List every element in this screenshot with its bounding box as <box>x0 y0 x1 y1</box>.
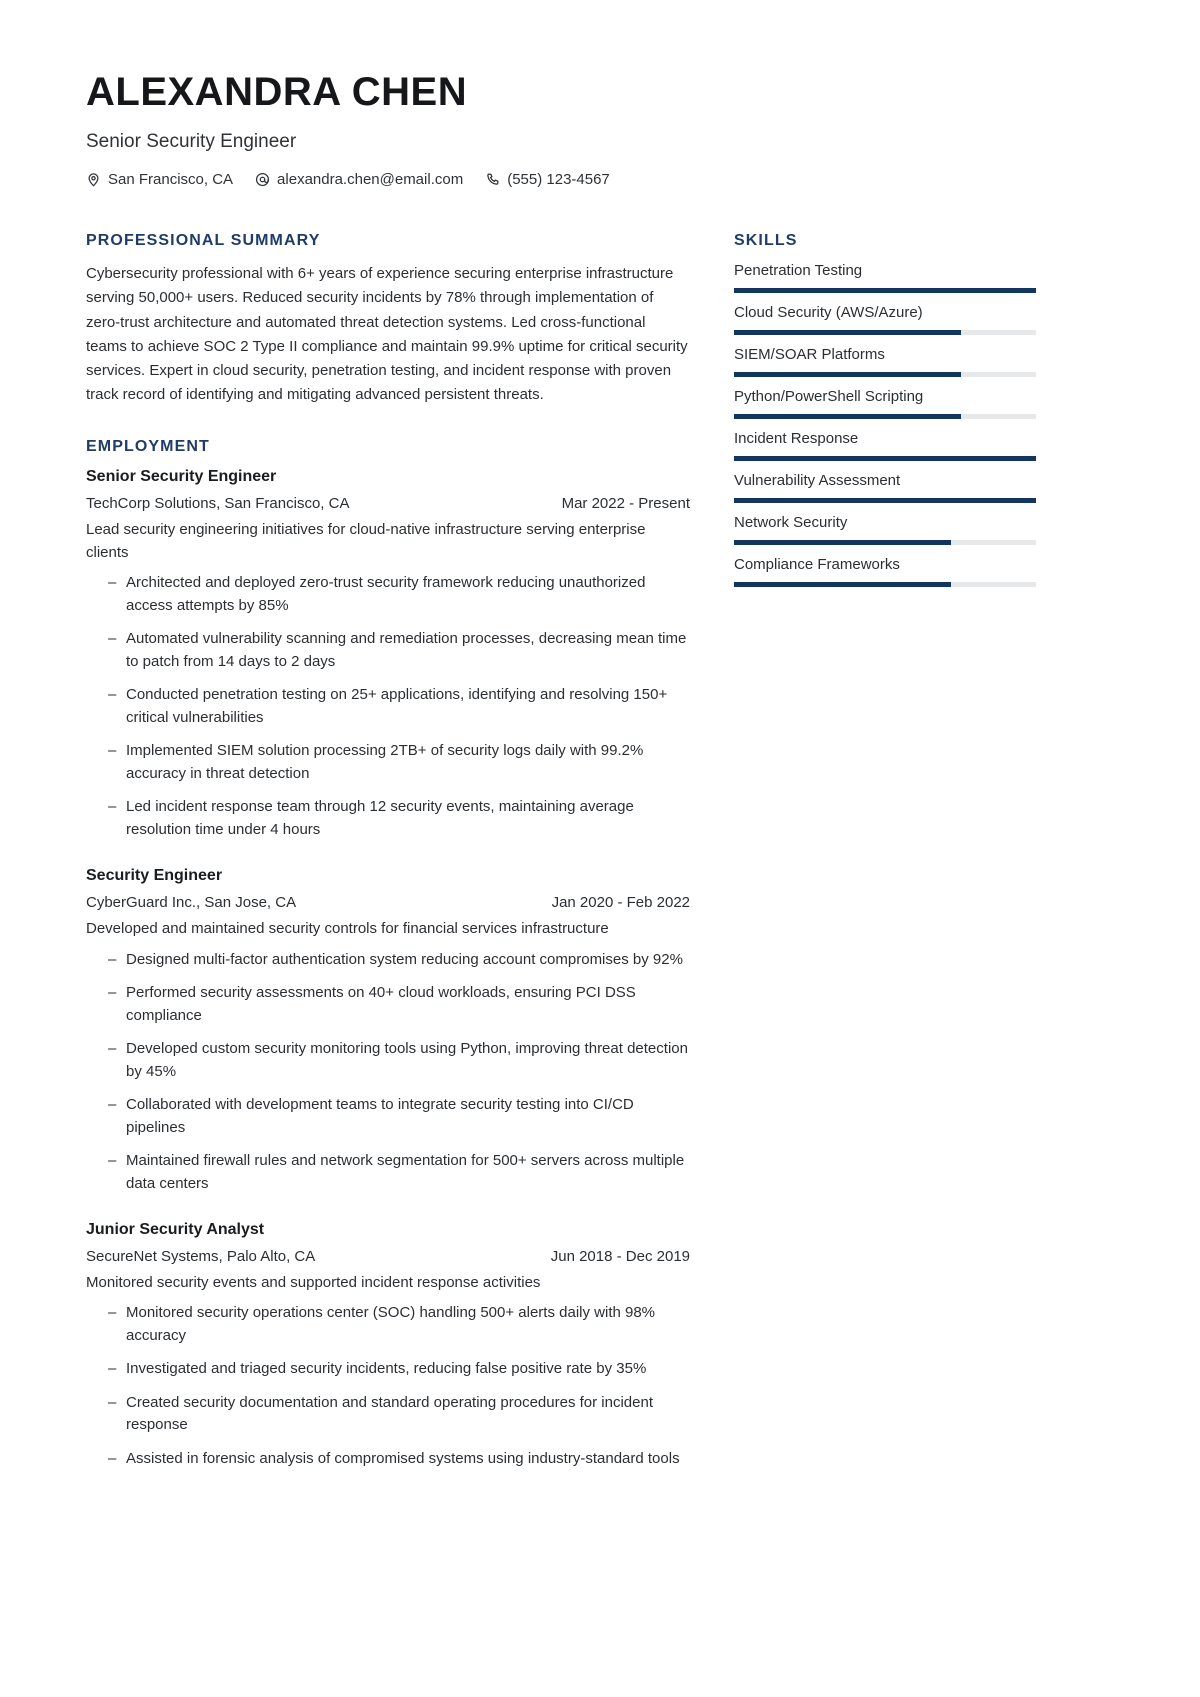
contact-row <box>86 171 1114 188</box>
skill-label: Python/PowerShell Scripting <box>734 388 924 405</box>
job-bullet: – Performed security assessments on 40+ cloud workloads, ensuring PCI DSS compliance <box>108 982 690 1027</box>
employment-entry <box>86 468 690 842</box>
job-bullet: – Implemented SIEM solution processing 2TB+ of security logs daily with 99.2% accuracy in threat detection <box>108 740 690 785</box>
job-description: Monitored security events and supported incident response activities <box>86 1274 541 1292</box>
job-dates: Jan 2020 - Feb 2022 <box>551 894 690 912</box>
job-bullet: – Led incident response team through 12 security events, maintaining average resolution time under 4 hours <box>108 796 690 841</box>
skill-bar-track <box>734 582 1036 587</box>
job-description: Developed and maintained security controls for financial services infrastructure <box>86 920 609 938</box>
job-title: Senior Security Engineer <box>86 467 277 485</box>
section-employment <box>86 438 690 1471</box>
skill-bar-track <box>734 288 1036 293</box>
skill-label: Penetration Testing <box>734 262 863 279</box>
phone-text: (555) 123-4567 <box>507 171 610 188</box>
employment-section-title: EMPLOYMENT <box>86 437 210 455</box>
job-bullet: – Created security documentation and standard operating procedures for incident response <box>108 1392 690 1437</box>
section-professional-summary <box>86 232 690 408</box>
skill-bar-fill <box>734 498 1036 503</box>
job-meta <box>86 495 690 512</box>
skill-bar-track <box>734 498 1036 503</box>
resume-body <box>86 232 1114 1470</box>
skill-item <box>734 556 1036 587</box>
job-bullet: – Automated vulnerability scanning and remediation processes, decreasing mean time to patch from 14 days to 2 days <box>108 628 690 673</box>
skill-bar-fill <box>734 582 951 587</box>
skill-item <box>734 346 1036 377</box>
resume-header <box>86 70 1114 188</box>
skill-item <box>734 472 1036 503</box>
job-meta <box>86 894 690 911</box>
skill-item <box>734 514 1036 545</box>
employment-entry <box>86 867 690 1195</box>
contact-email[interactable] <box>255 171 463 188</box>
skill-label: Network Security <box>734 514 848 531</box>
skill-item <box>734 430 1036 461</box>
skill-item <box>734 262 1036 293</box>
side-column <box>734 232 1036 598</box>
skill-label: Incident Response <box>734 430 859 447</box>
job-meta <box>86 1248 690 1265</box>
job-bullets <box>108 572 690 841</box>
summary-section-title: PROFESSIONAL SUMMARY <box>86 232 321 249</box>
job-title: Junior Security Analyst <box>86 1221 265 1239</box>
job-bullet: – Investigated and triaged security incidents, reducing false positive rate by 35% <box>108 1358 690 1381</box>
job-company: SecureNet Systems, Palo Alto, CA <box>86 1248 316 1266</box>
job-company: TechCorp Solutions, San Francisco, CA <box>86 494 350 512</box>
skill-bar-track <box>734 372 1036 377</box>
contact-phone[interactable] <box>485 171 610 188</box>
skill-bar-fill <box>734 540 951 545</box>
skill-label: SIEM/SOAR Platforms <box>734 346 885 363</box>
candidate-headline: Senior Security Engineer <box>86 131 297 152</box>
skill-item <box>734 304 1036 335</box>
job-bullet: – Conducted penetration testing on 25+ applications, identifying and resolving 150+ critical vulnerabilities <box>108 684 690 729</box>
job-dates: Jun 2018 - Dec 2019 <box>550 1248 690 1266</box>
main-column <box>86 232 690 1470</box>
job-bullet: – Maintained firewall rules and network segmentation for 500+ servers across multiple data centers <box>108 1150 690 1195</box>
skill-bar-fill <box>734 288 1036 293</box>
location-text: San Francisco, CA <box>108 171 234 188</box>
summary-text: Cybersecurity professional with 6+ years of experience securing enterprise infrastructure serving 50,000+ users. Reduced security incidents by 78% through implementation of zero-trust architecture and automated threat detection systems. Led cross-functional teams to achieve SOC 2 Type II compliance and maintain 99.9% uptime for critical security services. Expert in cloud security, penetration testing, and incident response with proven track record of identifying and mitigating advanced persistent threats. <box>86 265 688 404</box>
skill-bar-fill <box>734 456 1036 461</box>
skill-bar-track <box>734 540 1036 545</box>
skill-bar-track <box>734 414 1036 419</box>
skill-bar-track <box>734 330 1036 335</box>
skill-bar-track <box>734 456 1036 461</box>
skill-item <box>734 388 1036 419</box>
skill-bar-fill <box>734 372 961 377</box>
skill-label: Compliance Frameworks <box>734 556 900 573</box>
job-title: Security Engineer <box>86 867 223 885</box>
section-skills <box>734 232 1036 587</box>
email-icon <box>255 172 270 187</box>
skill-bar-fill <box>734 330 961 335</box>
skill-bar-fill <box>734 414 961 419</box>
job-bullet: – Architected and deployed zero-trust security framework reducing unauthorized access attempts by 85% <box>108 572 690 617</box>
contact-location <box>86 171 233 188</box>
candidate-name: ALEXANDRA CHEN <box>86 70 468 114</box>
skills-section-title: SKILLS <box>734 232 798 249</box>
skill-label: Vulnerability Assessment <box>734 472 901 489</box>
job-bullet: – Monitored security operations center (SOC) handling 500+ alerts daily with 98% accuracy <box>108 1302 690 1347</box>
skill-label: Cloud Security (AWS/Azure) <box>734 304 923 321</box>
job-description: Lead security engineering initiatives for cloud-native infrastructure serving enterprise clients <box>86 520 646 562</box>
employment-entry <box>86 1221 690 1470</box>
job-bullets <box>108 949 690 1196</box>
job-bullet: – Developed custom security monitoring tools using Python, improving threat detection by 45% <box>108 1038 690 1083</box>
location-pin-icon <box>86 172 101 187</box>
job-dates: Mar 2022 - Present <box>561 494 690 512</box>
phone-icon <box>485 172 500 187</box>
job-bullets <box>108 1302 690 1470</box>
job-company: CyberGuard Inc., San Jose, CA <box>86 894 297 912</box>
job-bullet: – Designed multi-factor authentication system reducing account compromises by 92% <box>108 949 690 972</box>
job-bullet: – Collaborated with development teams to integrate security testing into CI/CD pipelines <box>108 1094 690 1139</box>
email-text: alexandra.chen@email.com <box>277 171 464 188</box>
job-bullet: – Assisted in forensic analysis of compromised systems using industry-standard tools <box>108 1448 690 1471</box>
